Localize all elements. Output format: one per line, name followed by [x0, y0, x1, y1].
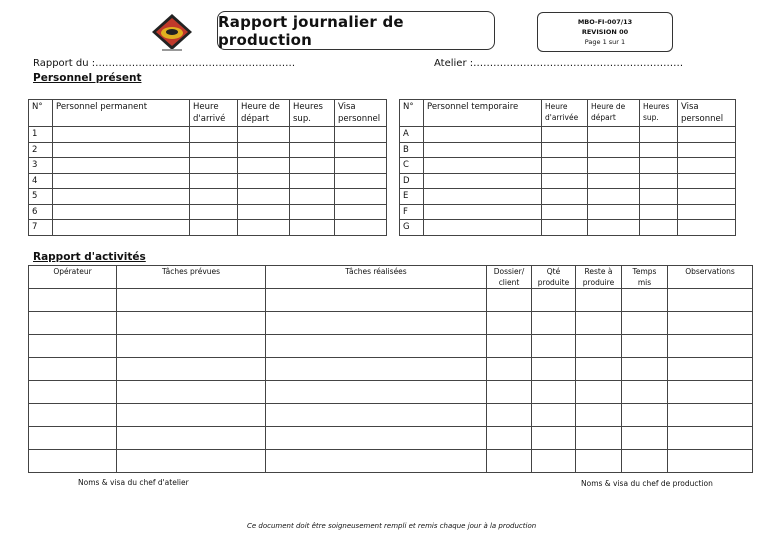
revision-label: REVISION 00 [581, 28, 629, 36]
input-cell[interactable] [238, 173, 290, 189]
input-cell[interactable] [668, 381, 753, 404]
input-cell[interactable] [290, 158, 335, 174]
table-header-row [400, 100, 736, 127]
column-header: Temps mis [622, 266, 668, 289]
input-cell[interactable] [576, 289, 622, 312]
input-cell[interactable] [576, 381, 622, 404]
table-row [29, 220, 387, 236]
input-cell[interactable] [668, 289, 753, 312]
column-header: Personnel permanent [53, 100, 190, 127]
input-cell[interactable] [576, 358, 622, 381]
input-cell[interactable] [678, 220, 736, 236]
input-cell[interactable] [266, 427, 487, 450]
input-cell[interactable] [29, 335, 117, 358]
input-cell[interactable] [190, 173, 238, 189]
input-cell[interactable] [117, 335, 266, 358]
staff-section-title: Personnel présent [33, 72, 142, 84]
row-number: 2 [29, 142, 53, 158]
input-cell[interactable] [266, 450, 487, 473]
input-cell[interactable] [53, 220, 190, 236]
input-cell[interactable] [424, 127, 542, 143]
input-cell[interactable] [266, 289, 487, 312]
input-cell[interactable] [238, 189, 290, 205]
input-cell[interactable] [487, 450, 532, 473]
input-cell[interactable] [622, 404, 668, 427]
row-number: 6 [29, 204, 53, 220]
input-cell[interactable] [678, 158, 736, 174]
input-cell[interactable] [335, 204, 387, 220]
input-cell[interactable] [668, 312, 753, 335]
input-cell[interactable] [640, 142, 678, 158]
input-cell[interactable] [424, 220, 542, 236]
table-row [29, 127, 387, 143]
input-cell[interactable] [487, 404, 532, 427]
input-cell[interactable] [640, 189, 678, 205]
input-cell[interactable] [532, 358, 576, 381]
input-cell[interactable] [53, 204, 190, 220]
column-header: Tâches prévues [117, 266, 266, 289]
input-cell[interactable] [29, 289, 117, 312]
table-row [400, 127, 736, 143]
input-cell[interactable] [290, 220, 335, 236]
input-cell[interactable] [576, 312, 622, 335]
column-header: Opérateur [29, 266, 117, 289]
column-header: Qté produite [532, 266, 576, 289]
input-cell[interactable] [542, 127, 588, 143]
input-cell[interactable] [238, 220, 290, 236]
activities-table [28, 265, 753, 473]
table-row [400, 142, 736, 158]
row-number: D [400, 173, 424, 189]
input-cell[interactable] [487, 427, 532, 450]
input-cell[interactable] [290, 204, 335, 220]
input-cell[interactable] [588, 204, 640, 220]
input-cell[interactable] [542, 173, 588, 189]
table-header-row [29, 266, 753, 289]
input-cell[interactable] [678, 189, 736, 205]
input-cell[interactable] [53, 142, 190, 158]
input-cell[interactable] [588, 158, 640, 174]
page-number: Page 1 sur 1 [584, 38, 626, 46]
input-cell[interactable] [335, 173, 387, 189]
input-cell[interactable] [53, 158, 190, 174]
input-cell[interactable] [53, 173, 190, 189]
input-cell[interactable] [424, 189, 542, 205]
input-cell[interactable] [238, 204, 290, 220]
input-cell[interactable] [424, 173, 542, 189]
input-cell[interactable] [487, 312, 532, 335]
column-header: Heures sup. [290, 100, 335, 127]
input-cell[interactable] [266, 358, 487, 381]
input-cell[interactable] [622, 381, 668, 404]
table-row [29, 335, 753, 358]
input-cell[interactable] [640, 127, 678, 143]
table-row [400, 173, 736, 189]
input-cell[interactable] [29, 427, 117, 450]
row-number: 5 [29, 189, 53, 205]
input-cell[interactable] [668, 404, 753, 427]
input-cell[interactable] [117, 312, 266, 335]
input-cell[interactable] [29, 312, 117, 335]
input-cell[interactable] [290, 173, 335, 189]
input-cell[interactable] [542, 189, 588, 205]
input-cell[interactable] [532, 404, 576, 427]
input-cell[interactable] [190, 127, 238, 143]
table-row [400, 189, 736, 205]
input-cell[interactable] [532, 427, 576, 450]
reference-code: MBO-FI-007/13 [577, 18, 633, 26]
input-cell[interactable] [588, 220, 640, 236]
input-cell[interactable] [290, 127, 335, 143]
input-cell[interactable] [117, 381, 266, 404]
input-cell[interactable] [117, 289, 266, 312]
input-cell[interactable] [678, 204, 736, 220]
input-cell[interactable] [266, 404, 487, 427]
input-cell[interactable] [640, 158, 678, 174]
input-cell[interactable] [532, 450, 576, 473]
column-header: Visa personnel [335, 100, 387, 127]
input-cell[interactable] [238, 142, 290, 158]
input-cell[interactable] [622, 312, 668, 335]
input-cell[interactable] [588, 173, 640, 189]
input-cell[interactable] [542, 220, 588, 236]
table-row [29, 289, 753, 312]
column-header: Heure de départ [238, 100, 290, 127]
input-cell[interactable] [640, 204, 678, 220]
production-chief-signature: Noms & visa du chef de production [581, 479, 713, 488]
input-cell[interactable] [542, 142, 588, 158]
input-cell[interactable] [117, 358, 266, 381]
table-row [29, 404, 753, 427]
table-row [29, 189, 387, 205]
table-row [400, 158, 736, 174]
input-cell[interactable] [335, 189, 387, 205]
input-cell[interactable] [117, 450, 266, 473]
column-header: Observations [668, 266, 753, 289]
table-row [29, 427, 753, 450]
input-cell[interactable] [335, 220, 387, 236]
row-number: E [400, 189, 424, 205]
input-cell[interactable] [29, 381, 117, 404]
input-cell[interactable] [588, 127, 640, 143]
row-number: 3 [29, 158, 53, 174]
footer-note: Ce document doit être soigneusement rempli et remis chaque jour à la production [247, 522, 537, 530]
input-cell[interactable] [487, 335, 532, 358]
row-number: B [400, 142, 424, 158]
table-row [29, 312, 753, 335]
input-cell[interactable] [487, 289, 532, 312]
row-number: 1 [29, 127, 53, 143]
column-header: Tâches réalisées [266, 266, 487, 289]
input-cell[interactable] [487, 358, 532, 381]
column-header: Heures sup. [640, 100, 678, 127]
row-number: G [400, 220, 424, 236]
input-cell[interactable] [576, 450, 622, 473]
input-cell[interactable] [29, 450, 117, 473]
input-cell[interactable] [190, 220, 238, 236]
input-cell[interactable] [588, 189, 640, 205]
column-header: N° [29, 100, 53, 127]
column-header: Reste à produire [576, 266, 622, 289]
input-cell[interactable] [678, 127, 736, 143]
input-cell[interactable] [266, 381, 487, 404]
input-cell[interactable] [678, 173, 736, 189]
input-cell[interactable] [668, 427, 753, 450]
column-header: Dossier/ client [487, 266, 532, 289]
document-title: Rapport journalier de production [217, 11, 495, 50]
input-cell[interactable] [588, 142, 640, 158]
table-row [29, 173, 387, 189]
row-number: C [400, 158, 424, 174]
table-header-row [29, 100, 387, 127]
table-row [400, 204, 736, 220]
row-number: A [400, 127, 424, 143]
row-number: 4 [29, 173, 53, 189]
input-cell[interactable] [532, 312, 576, 335]
input-cell[interactable] [424, 158, 542, 174]
input-cell[interactable] [542, 158, 588, 174]
column-header: Heure d'arrivée [542, 100, 588, 127]
input-cell[interactable] [290, 189, 335, 205]
input-cell[interactable] [622, 427, 668, 450]
input-cell[interactable] [424, 204, 542, 220]
table-row [29, 381, 753, 404]
input-cell[interactable] [335, 127, 387, 143]
input-cell[interactable] [190, 142, 238, 158]
workshop-chief-signature: Noms & visa du chef d'atelier [78, 478, 189, 487]
input-cell[interactable] [424, 142, 542, 158]
input-cell[interactable] [640, 173, 678, 189]
company-logo [148, 13, 196, 53]
input-cell[interactable] [190, 189, 238, 205]
input-cell[interactable] [622, 450, 668, 473]
table-row [29, 204, 387, 220]
input-cell[interactable] [117, 427, 266, 450]
input-cell[interactable] [622, 335, 668, 358]
table-row [29, 450, 753, 473]
table-row [29, 358, 753, 381]
activities-section-title: Rapport d'activités [33, 251, 146, 263]
input-cell[interactable] [532, 289, 576, 312]
input-cell[interactable] [576, 335, 622, 358]
input-cell[interactable] [117, 404, 266, 427]
workshop-field[interactable]: Atelier :……………………………………………………… [434, 58, 684, 69]
input-cell[interactable] [532, 335, 576, 358]
input-cell[interactable] [640, 220, 678, 236]
column-header: N° [400, 100, 424, 127]
input-cell[interactable] [576, 404, 622, 427]
report-date-field[interactable]: Rapport du :…………………………………………………… [33, 58, 296, 69]
input-cell[interactable] [238, 127, 290, 143]
input-cell[interactable] [335, 142, 387, 158]
table-row [29, 142, 387, 158]
input-cell[interactable] [532, 381, 576, 404]
input-cell[interactable] [622, 289, 668, 312]
permanent-staff-table [28, 99, 387, 236]
column-header: Visa personnel [678, 100, 736, 127]
temporary-staff-table [399, 99, 736, 236]
input-cell[interactable] [190, 204, 238, 220]
input-cell[interactable] [487, 381, 532, 404]
row-number: F [400, 204, 424, 220]
input-cell[interactable] [53, 189, 190, 205]
input-cell[interactable] [29, 404, 117, 427]
input-cell[interactable] [668, 335, 753, 358]
input-cell[interactable] [678, 142, 736, 158]
input-cell[interactable] [190, 158, 238, 174]
input-cell[interactable] [266, 312, 487, 335]
row-number: 7 [29, 220, 53, 236]
input-cell[interactable] [238, 158, 290, 174]
reference-box [537, 12, 673, 52]
input-cell[interactable] [290, 142, 335, 158]
column-header: Personnel temporaire [424, 100, 542, 127]
input-cell[interactable] [53, 127, 190, 143]
table-row [29, 158, 387, 174]
input-cell[interactable] [668, 358, 753, 381]
column-header: Heure d'arrivé [190, 100, 238, 127]
input-cell[interactable] [335, 158, 387, 174]
input-cell[interactable] [29, 358, 117, 381]
column-header: Heure de départ [588, 100, 640, 127]
input-cell[interactable] [576, 427, 622, 450]
table-row [400, 220, 736, 236]
input-cell[interactable] [542, 204, 588, 220]
input-cell[interactable] [622, 358, 668, 381]
input-cell[interactable] [266, 335, 487, 358]
input-cell[interactable] [668, 450, 753, 473]
